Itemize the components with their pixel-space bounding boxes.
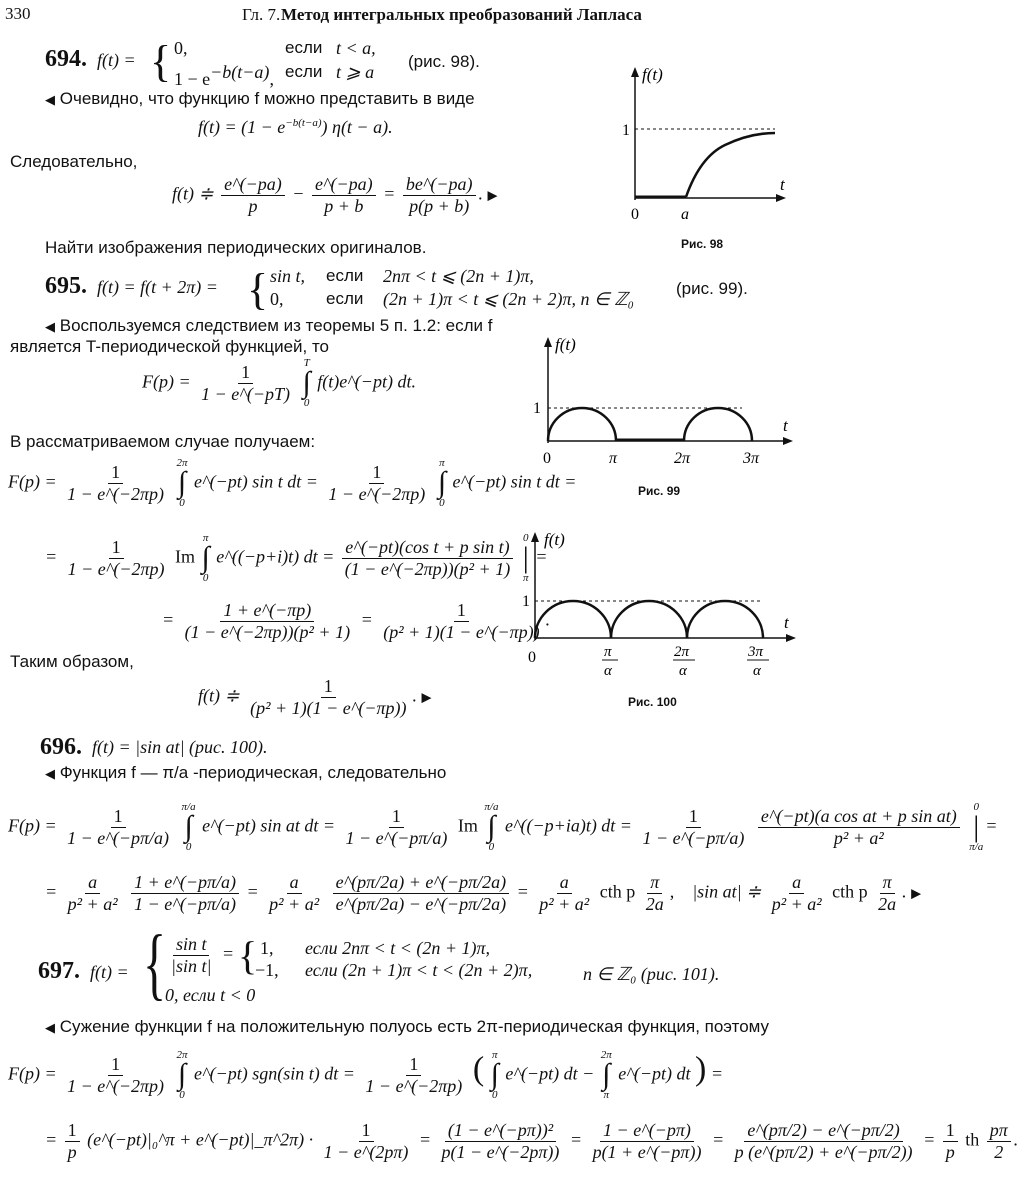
problem-695-case-text: В рассматриваемом случае получаем:	[10, 432, 316, 451]
fig100-one: 1	[522, 593, 530, 610]
problem-697-intro: ◀ Сужение функции f на положительную полуось есть 2π-периодическая функция, поэтому	[45, 1017, 770, 1036]
problem-696-number: 696.	[40, 734, 82, 760]
fig99-tick-3pi: 3π	[743, 450, 760, 467]
fig98-curve	[686, 133, 775, 197]
fig100-tick-den-2: α	[679, 663, 687, 679]
fig100-tick-num-1: π	[604, 644, 612, 660]
problem-694-consequently: Следовательно,	[10, 152, 138, 171]
problem-697-inner-brace: {	[238, 933, 258, 978]
problem-694-cond-b: t ⩾ a	[336, 62, 375, 82]
problem-694-case-b: $1 - e^{-b(t-a)}$,	[174, 62, 274, 89]
problem-694-case-a: 0,	[174, 38, 188, 58]
problem-697-eq1: F(p) = $\frac{1}{1 - e\^{}(-2\pi p)}$ 2π ∫ 0 e^(−pt) sgn(sin t) dt = $\frac{1}{1 - e\^{}(-2\pi p)}$ ( π ∫ 0 e^(−pt) dt − 2π ∫ π e^(−pt) dt ) =	[8, 1049, 723, 1101]
problem-695-thus: Таким образом,	[10, 652, 134, 671]
fig98-caption: Рис. 98	[681, 237, 724, 251]
problem-695-case-a: sin t,	[270, 266, 306, 286]
fig98-a: a	[681, 206, 689, 223]
problem-694-brace: {	[150, 37, 172, 86]
periodic-intro: Найти изображения периодических оригиналов.	[45, 238, 427, 257]
problem-695-cond-word-a: если	[326, 266, 364, 285]
fig100-x-arrow	[786, 634, 796, 642]
figure-100	[522, 528, 807, 688]
problem-696-def: f(t) = |sin at| (рис. 100).	[92, 737, 268, 757]
fig98-zero: 0	[631, 206, 639, 223]
fig99-one: 1	[533, 400, 541, 417]
problem-695-eq3: = $\frac{1 + e\^{}(-\pi p)}{\text{(1 − e\textasciicircum{}(−2πp))(p² + 1)}}$ = $\frac{1}{\text{(p² + 1)(1 − e\textasciicircum{}(−πp))}}$ .	[162, 600, 551, 642]
problem-695-figure-ref: (рис. 99).	[676, 279, 748, 298]
problem-694-image: f(t) ≑ $\frac{e\^{}(-pa)}{p}$ − $\frac{e\^{}(-pa)}{p + b}$ = $\frac{be\^{}(-pa)}{p(p + b)}$ . ▶	[172, 174, 498, 216]
fig100-caption: Рис. 100	[628, 695, 677, 709]
fig99-caption: Рис. 99	[638, 484, 681, 498]
problem-695-intro1: ◀ Воспользуемся следствием из теоремы 5 п. 1.2: если f	[45, 316, 493, 335]
problem-695-number: 695.	[45, 273, 87, 299]
problem-695-eq2: = $\frac{1}{1 - e\^{}(-2\pi p)}$ Im π ∫ 0 e^((−p+i)t) dt = $\frac{\text{e\textasciicircum{}(−pt)(cos t + p sin t)}}{\text{(1 − e\textasciicircum{}(−2πp))(p² + 1)}}$ 0 | π =	[45, 532, 548, 584]
problem-695-cond-b: (2n + 1)π < t ⩽ (2n + 2)π, n ∈ ℤ₀	[383, 289, 634, 309]
fig100-tick-den-3: α	[753, 663, 761, 679]
problem-697-cond-b: если (2n + 1)π < t < (2n + 2)π,	[305, 960, 533, 980]
fig99-ylabel: f(t)	[555, 335, 576, 354]
problem-694-cond-word-a: если	[285, 38, 323, 57]
fig98-ylabel: f(t)	[642, 65, 663, 84]
fig100-tick-num-2: 2π	[674, 644, 690, 660]
chapter-title: Метод интегральных преобразований Лапласа	[281, 5, 642, 24]
problem-695-lhs: f(t) = f(t + 2π) =	[97, 277, 218, 297]
problem-695-eq1: F(p) = $\frac{1}{1 - e\^{}(-2\pi p)}$ 2π ∫ 0 e^(−pt) sin t dt = $\frac{1}{1 - e\^{}(-2\pi p)}$ π ∫ 0 e^(−pt) sin t dt =	[8, 457, 577, 509]
fig100-xlabel: t	[784, 613, 789, 632]
problem-697-big-brace: {	[143, 920, 167, 1008]
figure-98	[600, 65, 800, 265]
problem-697-eq2: = $\frac{1}{p}$ (e^(−pt)|₀^π + e^(−pt)|_π^2π) · $\frac{1}{1 - e\^{}(2p\pi)}$ = $\frac{\text{(1 − e\textasciicircum{}(−pπ))²}}{p(1 - e\^{}(-2p\pi))}$ = $\frac{1 - e\^{}(-p\pi)}{p(1 + e\^{}(-p\pi))}$ = $\frac{e\^{}(p\pi/2) - e\^{}(-p\pi/2)}{p (e\^{}(p\pi/2) + e\^{}(-p\pi/2))}$ = $\frac{1}{p}$ th $\frac{p\pi}{2}$ .	[45, 1120, 1018, 1162]
problem-695-F-formula: F(p) = $\frac{1}{1 - e\^{}(-pT)}$ T ∫ 0 f(t)e^(−pt) dt.	[142, 357, 416, 409]
fig100-arc-2	[611, 601, 687, 638]
fig99-xlabel: t	[783, 416, 788, 435]
problem-694-cond-a: t < a,	[336, 38, 376, 58]
fig99-arc-2	[684, 408, 752, 441]
problem-694-figure-ref: (рис. 98).	[408, 52, 480, 71]
fig99-x-arrow	[783, 437, 793, 445]
figure-99	[525, 333, 805, 478]
fig100-arc-1	[535, 601, 611, 638]
fig99-tick-0: 0	[543, 450, 551, 467]
problem-694-intro: ◀ Очевидно, что функцию f можно представить в виде	[45, 89, 475, 108]
problem-694-number: 694.	[45, 46, 87, 72]
problem-697-lhs: f(t) =	[90, 962, 129, 982]
fig99-arc-1	[548, 408, 616, 441]
problem-696-intro: ◀ Функция f — π/a -периодическая, следовательно	[45, 763, 447, 782]
problem-697-zero-case: 0, если t < 0	[165, 985, 256, 1005]
fig98-x-arrow	[776, 194, 786, 202]
problem-695-case-b: 0,	[270, 289, 284, 309]
problem-697-sgn: $\frac{\text{sin t}}{\text{|sin t|}}$ =	[171, 934, 235, 976]
page-number: 330	[5, 4, 31, 23]
fig98-y-arrow	[631, 67, 639, 77]
fig100-tick-den-1: α	[604, 663, 612, 679]
fig99-tick-2pi: 2π	[674, 450, 691, 467]
problem-694-lhs: f(t) =	[97, 50, 136, 70]
problem-697-number: 697.	[38, 958, 80, 984]
fig100-ylabel: f(t)	[544, 530, 565, 549]
problem-694-cond-word-b: если	[285, 62, 323, 81]
problem-694-formula1: $f(t) = (1 - e^{-b(t-a)})$ η(t − a).	[198, 117, 393, 137]
problem-695-cond-a: 2nπ < t ⩽ (2n + 1)π,	[383, 266, 534, 286]
fig99-tick-pi: π	[609, 450, 618, 467]
problem-697-case-b: −1,	[255, 960, 279, 980]
problem-697-cond-a: если 2nπ < t < (2n + 1)π,	[305, 938, 491, 958]
chapter-label: Гл. 7.	[242, 5, 281, 24]
fig99-y-arrow	[544, 337, 552, 347]
fig100-arc-3	[687, 601, 763, 638]
problem-695-result: f(t) ≑ $\frac{1}{\text{(p² + 1)(1 − e\textasciicircum{}(−πp))}}$ . ▶	[198, 676, 432, 718]
fig100-zero: 0	[528, 649, 536, 666]
problem-697-tail: n ∈ ℤ₀ (рис. 101).	[583, 964, 720, 984]
problem-696-eq1: F(p) = $\frac{1}{1 - e\^{}(-p\pi/a)}$ π/a ∫ 0 e^(−pt) sin at dt = $\frac{1}{1 - e\^{}(-p\pi/a)}$ Im π/a ∫ 0 e^((−p+ia)t) dt = $\frac{1}{1 - e\^{}(-p\pi/a)}$ $\frac{\text{e\textasciicircum{}(−pt)(a cos at + p sin at)}}{\text{p² + a²}}$ 0 | π/a =	[8, 801, 998, 853]
fig100-tick-num-3: 3π	[748, 644, 764, 660]
problem-695-intro2: является T-периодической функцией, то	[10, 337, 330, 356]
fig100-y-arrow	[531, 532, 539, 542]
problem-696-eq2: = $\frac{a}{\text{p² + a²}}$ $\frac{1 + e\^{}(-p\pi/a)}{1 - e\^{}(-p\pi/a)}$ = $\frac{a}{\text{p² + a²}}$ $\frac{e\^{}(p\pi/2a) + e\^{}(-p\pi/2a)}{e\^{}(p\pi/2a) - e\^{}(-p\pi/2a)}$ = $\frac{a}{\text{p² + a²}}$ cth p $\frac{\pi}{2a}$ , |sin at| ≑ $\frac{a}{\text{p² + a²}}$ cth p $\frac{\pi}{2a}$ . ▶	[45, 872, 922, 914]
fig98-one: 1	[622, 122, 630, 139]
fig98-xlabel: t	[780, 175, 785, 194]
problem-695-brace: {	[247, 265, 269, 314]
problem-695-cond-word-b: если	[326, 289, 364, 308]
problem-697-case-a: 1,	[260, 938, 274, 958]
